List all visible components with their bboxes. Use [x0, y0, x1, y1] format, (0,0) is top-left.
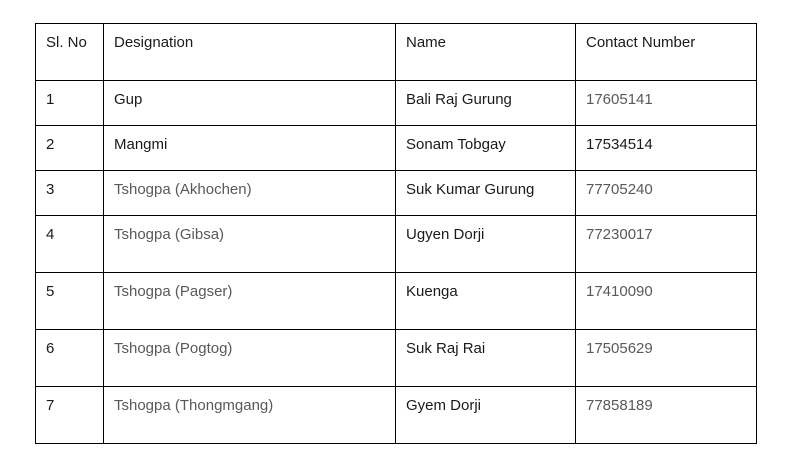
table-row: [36, 273, 757, 330]
cell-sl-no: 3: [36, 171, 104, 216]
cell-sl-no: 6: [36, 330, 104, 387]
cell-designation: Tshogpa (Pogtog): [104, 330, 396, 387]
cell-name: Sonam Tobgay: [396, 126, 576, 171]
cell-designation: Tshogpa (Thongmgang): [104, 387, 396, 444]
cell-sl-no: 2: [36, 126, 104, 171]
cell-sl-no: 7: [36, 387, 104, 444]
cell-designation: Tshogpa (Pagser): [104, 273, 396, 330]
table-row: [36, 387, 757, 444]
cell-contact: 17534514: [576, 126, 757, 171]
table-row: [36, 330, 757, 387]
contacts-table: [35, 23, 757, 444]
table-row: [36, 216, 757, 273]
cell-designation: Gup: [104, 81, 396, 126]
cell-name: Ugyen Dorji: [396, 216, 576, 273]
cell-name: Bali Raj Gurung: [396, 81, 576, 126]
header-name: Name: [396, 24, 576, 81]
cell-contact: 77705240: [576, 171, 757, 216]
table-row: [36, 126, 757, 171]
cell-sl-no: 5: [36, 273, 104, 330]
header-contact-number: Contact Number: [576, 24, 757, 81]
cell-contact: 17605141: [576, 81, 757, 126]
cell-sl-no: 4: [36, 216, 104, 273]
cell-contact: 17410090: [576, 273, 757, 330]
cell-contact: 17505629: [576, 330, 757, 387]
header-sl-no: Sl. No: [36, 24, 104, 81]
table-header-row: [36, 24, 757, 81]
cell-contact: 77858189: [576, 387, 757, 444]
cell-name: Suk Raj Rai: [396, 330, 576, 387]
header-designation: Designation: [104, 24, 396, 81]
cell-designation: Tshogpa (Akhochen): [104, 171, 396, 216]
cell-designation: Mangmi: [104, 126, 396, 171]
cell-name: Suk Kumar Gurung: [396, 171, 576, 216]
table-row: [36, 171, 757, 216]
table-row: [36, 81, 757, 126]
cell-name: Kuenga: [396, 273, 576, 330]
cell-name: Gyem Dorji: [396, 387, 576, 444]
cell-sl-no: 1: [36, 81, 104, 126]
cell-designation: Tshogpa (Gibsa): [104, 216, 396, 273]
cell-contact: 77230017: [576, 216, 757, 273]
